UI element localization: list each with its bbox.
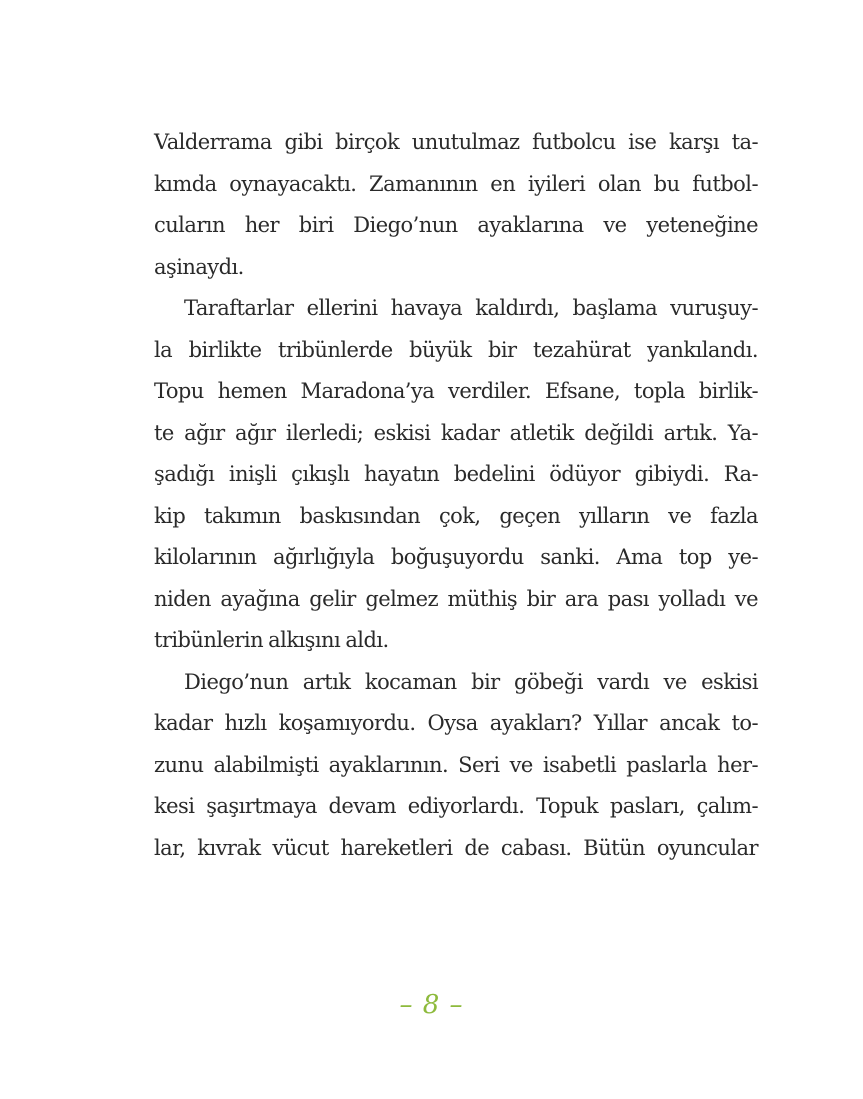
text-line: la birlikte tribünlerde büyük bir tezahürat yankılandı. bbox=[154, 337, 758, 362]
text-line: Topu hemen Maradona’ya verdiler. Efsane, topla birlik- bbox=[154, 379, 758, 403]
text-line: niden ayağına gelir gelmez müthiş bir ara pası yolladı ve bbox=[154, 586, 758, 611]
text-line: kadar hızlı koşamıyordu. Oysa ayakları? Yıllar ancak to- bbox=[154, 711, 758, 735]
text-line: aşinaydı. bbox=[154, 254, 244, 279]
text-line: cuların her biri Diego’nun ayaklarına ve yeteneğine bbox=[154, 213, 758, 237]
page-number: – 8 – bbox=[399, 990, 464, 1020]
text-line: te ağır ağır ilerledi; eskisi kadar atletik değildi artık. Ya- bbox=[154, 420, 758, 445]
text-line: zunu alabilmişti ayaklarının. Seri ve isabetli paslarla her- bbox=[154, 752, 758, 777]
text-line: Taraftarlar ellerini havaya kaldırdı, başlama vuruşuy- bbox=[184, 296, 758, 320]
text-line: kip takımın baskısından çok, geçen yılların ve fazla bbox=[154, 503, 758, 528]
paragraph-2 bbox=[154, 288, 758, 662]
text-line: kesi şaşırtmaya devam ediyorlardı. Topuk pasları, çalım- bbox=[154, 794, 758, 818]
paragraph-3 bbox=[154, 662, 758, 870]
text-line: tribünlerin alkışını aldı. bbox=[154, 628, 389, 652]
paragraph-1 bbox=[154, 122, 758, 288]
body-text bbox=[154, 122, 758, 869]
text-line: kilolarının ağırlığıyla boğuşuyordu sanki. Ama top ye- bbox=[154, 545, 758, 569]
text-line: Valderrama gibi birçok unutulmaz futbolcu ise karşı ta- bbox=[154, 130, 758, 154]
text-line: şadığı inişli çıkışlı hayatın bedelini ödüyor gibiydi. Ra- bbox=[154, 462, 758, 486]
text-line: lar, kıvrak vücut hareketleri de cabası. Bütün oyuncular bbox=[154, 835, 758, 860]
text-line: kımda oynayacaktı. Zamanının en iyileri olan bu futbol- bbox=[154, 171, 758, 196]
text-line: Diego’nun artık kocaman bir göbeği vardı ve eskisi bbox=[184, 669, 758, 694]
